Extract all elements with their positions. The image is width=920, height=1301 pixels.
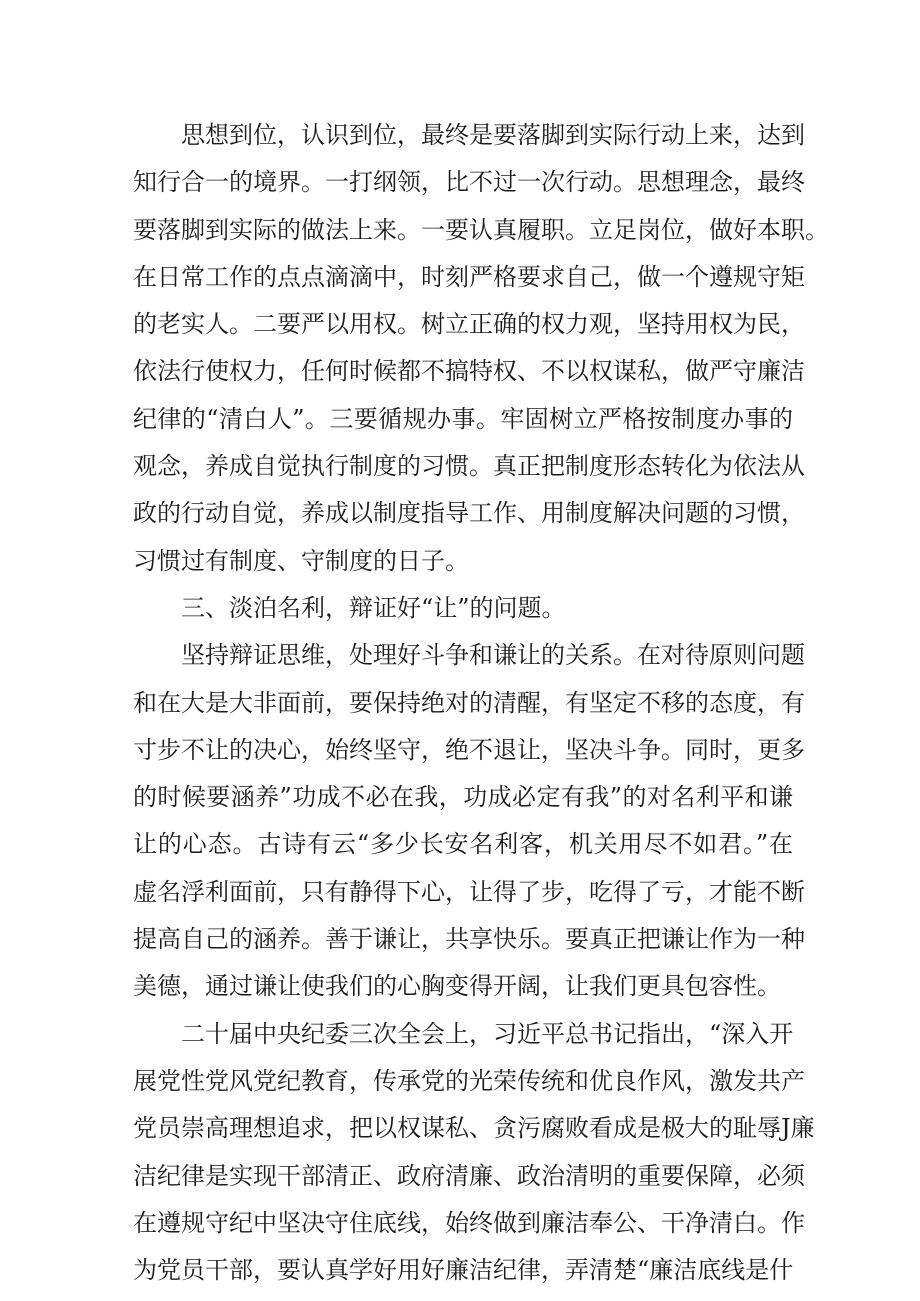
paragraph-1-line-10: 习惯过有制度、守制度的日子。 (133, 546, 469, 575)
paragraph-3-line-1: 坚持辩证思维，处理好斗争和谦让的关系。在对待原则问题 (181, 641, 805, 670)
paragraph-3-line-4: 的时候要涵养”功成不必在我，功成必定有我”的对名利平和谦 (133, 783, 793, 812)
paragraph-1-line-3: 要落脚到实际的做法上来。一要认真履职。立足岗位，做好本职。 (133, 215, 829, 244)
paragraph-1-line-8: 观念，养成自觉执行制度的习惯。真正把制度形态转化为依法从 (133, 452, 805, 481)
paragraph-4-line-3: 党员崇高理想追求，把以权谋私、贪污腐败看成是极大的耻辱J廉 (133, 1114, 815, 1143)
paragraph-1-line-5: 的老实人。二要严以用权。树立正确的权力观，坚持用权为民， (133, 310, 805, 339)
paragraph-3-line-8: 美德，通过谦让使我们的心胸变得开阔，让我们更具包容性。 (133, 972, 781, 1001)
section-heading-3: 三、淡泊名利，辩证好“让”的问题。 (181, 593, 566, 622)
paragraph-4-line-4: 洁纪律是实现干部清正、政府清廉、政治清明的重要保障，必须 (133, 1161, 805, 1190)
paragraph-4-line-6: 为党员干部，要认真学好用好廉洁纪律，弄清楚“廉洁底线是什 (133, 1256, 794, 1285)
paragraph-1-line-2: 知行合一的境界。一打纲领，比不过一次行动。思想理念，最终 (133, 168, 805, 197)
paragraph-3-line-5: 让的心态。古诗有云“多少长安名利客，机关用尽不如君。”在 (133, 830, 793, 859)
paragraph-1-line-6: 依法行使权力，任何时候都不搞特权、不以权谋私，做严守廉洁 (133, 357, 805, 386)
paragraph-4-line-2: 展党性党风党纪教育，传承党的光荣传统和优良作风，激发共产 (133, 1066, 805, 1095)
paragraph-3-line-3: 寸步不让的决心，始终坚守，绝不退让，坚决斗争。同时，更多 (133, 735, 805, 764)
paragraph-3-line-6: 虚名浮利面前，只有静得下心，让得了步，吃得了亏，才能不断 (133, 877, 805, 906)
paragraph-4-line-1: 二十届中央纪委三次全会上，习近平总书记指出，“深入开 (181, 1019, 794, 1048)
paragraph-3-line-2: 和在大是大非面前，要保持绝对的清醒，有坚定不移的态度，有 (133, 688, 805, 717)
paragraph-4-line-5: 在遵规守纪中坚决守住底线，始终做到廉洁奉公、干净清白。作 (133, 1208, 805, 1237)
document-body (133, 112, 829, 1294)
paragraph-1-line-1: 思想到位，认识到位，最终是要落脚到实际行动上来，达到 (181, 121, 805, 149)
paragraph-3-line-7: 提高自己的涵养。善于谦让，共享快乐。要真正把谦让作为一种 (133, 925, 805, 954)
paragraph-1-line-7: 纪律的“清白人”。三要循规办事。牢固树立严格按制度办事的 (133, 404, 793, 433)
paragraph-1-line-9: 政的行动自觉，养成以制度指导工作、用制度解决问题的习惯， (133, 499, 805, 528)
paragraph-1-line-4: 在日常工作的点点滴滴中，时刻严格要求自己，做一个遵规守矩 (133, 262, 805, 291)
